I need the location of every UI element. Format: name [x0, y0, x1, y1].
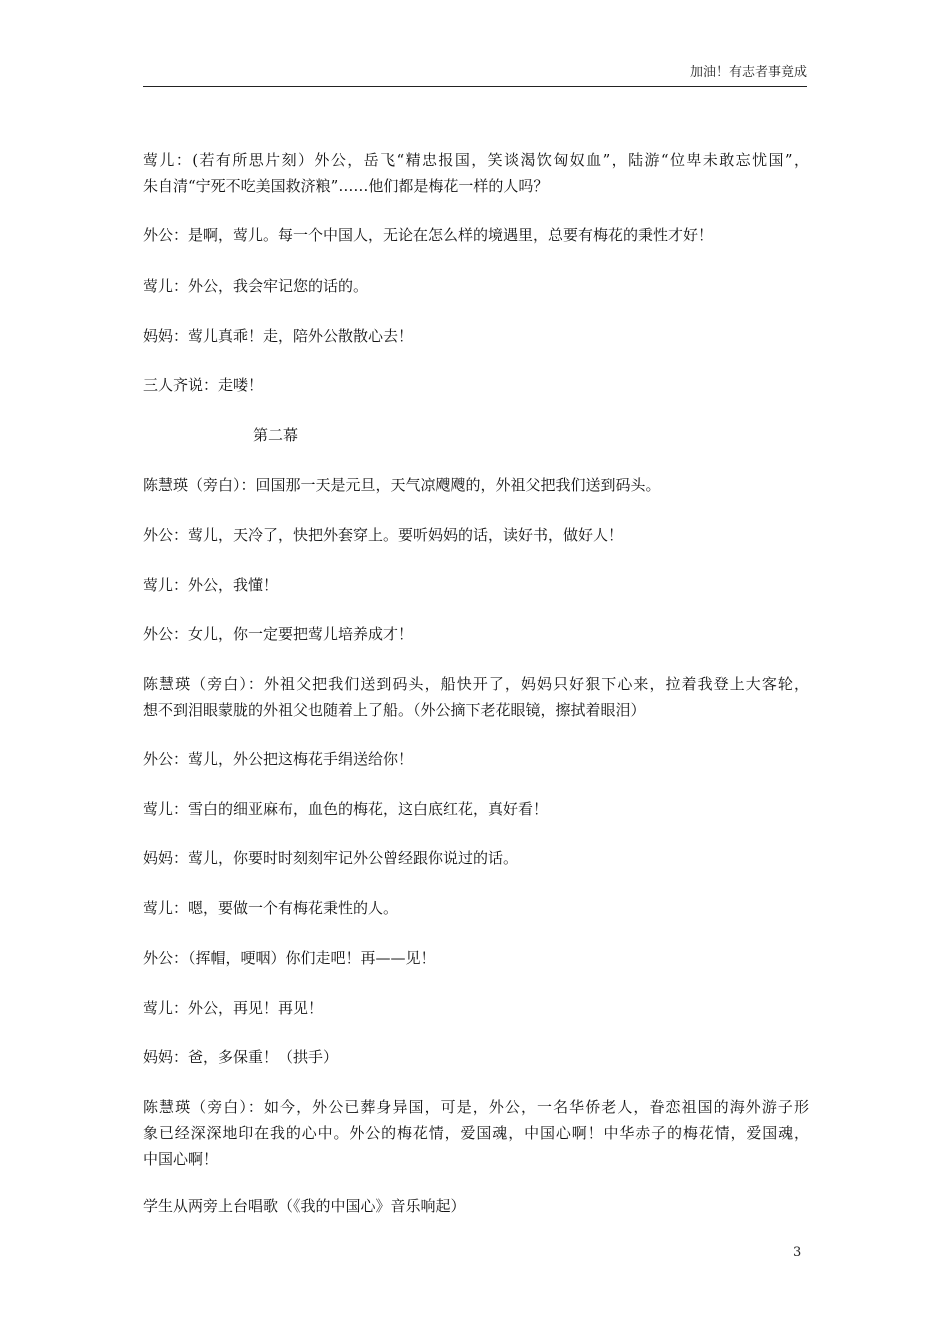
dialogue-paragraph-12: 莺儿：雪白的细亚麻布，血色的梅花，这白底红花，真好看！ [143, 800, 549, 818]
page-header [143, 62, 807, 87]
header-slogan: 加油！有志者事竟成 [689, 65, 807, 80]
narration-paragraph-3 [143, 1094, 809, 1172]
dialogue-paragraph-5: 三人齐说：走喽！ [143, 376, 264, 394]
dialogue-paragraph-4: 妈妈：莺儿真乖！走，陪外公散散心去！ [143, 327, 414, 345]
narration-paragraph-2 [143, 671, 809, 723]
narration-line: 象已经深深地印在我的心中。外公的梅花情，爱国魂，中国心啊！中华赤子的梅花情，爱国魂， [143, 1124, 809, 1142]
dialogue-paragraph-13: 妈妈：莺儿，你要时时刻刻牢记外公曾经跟你说过的话。 [143, 849, 519, 867]
dialogue-paragraph-14: 莺儿：嗯，要做一个有梅花秉性的人。 [143, 899, 399, 917]
page-number: 3 [793, 1245, 802, 1260]
dialogue-line: 朱自清“宁死不吃美国救济粮”……他们都是梅花一样的人吗？ [143, 177, 549, 195]
narration-line: 中国心啊！ [143, 1150, 219, 1168]
dialogue-paragraph-2: 外公：是啊，莺儿。每一个中国人，无论在怎么样的境遇里，总要有梅花的秉性才好！ [143, 226, 714, 244]
stage-direction: 学生从两旁上台唱歌（《我的中国心》音乐响起） [143, 1197, 466, 1215]
dialogue-paragraph-11: 外公：莺儿，外公把这梅花手绢送给你！ [143, 750, 414, 768]
narration-line: 陈慧瑛（旁白）：外祖父把我们送到码头，船快开了，妈妈只好狠下心来，拉着我登上大客轮， [143, 675, 809, 693]
dialogue-paragraph-8: 莺儿：外公，我懂！ [143, 576, 279, 594]
act-title: 第二幕 [253, 426, 299, 444]
dialogue-paragraph-7: 外公：莺儿，天冷了，快把外套穿上。要听妈妈的话，读好书，做好人！ [143, 526, 624, 544]
dialogue-paragraph-9: 外公：女儿，你一定要把莺儿培养成才！ [143, 625, 414, 643]
dialogue-paragraph-3: 莺儿：外公，我会牢记您的话的。 [143, 277, 369, 295]
dialogue-paragraph-1 [143, 147, 809, 199]
dialogue-paragraph-17: 妈妈：爸，多保重！（拱手） [143, 1048, 339, 1066]
narration-line: 想不到泪眼蒙胧的外祖父也随着上了船。（外公摘下老花眼镜，擦拭着眼泪） [143, 701, 646, 719]
dialogue-line: 莺儿：(若有所思片刻）外公，岳飞“精忠报国，笑谈渴饮匈奴血”，陆游“位卑未敢忘忧国”， [143, 151, 809, 169]
narration-paragraph-1: 陈慧瑛（旁白）：回国那一天是元旦，天气凉飕飕的，外祖父把我们送到码头。 [143, 476, 661, 494]
dialogue-paragraph-15: 外公：（挥帽，哽咽）你们走吧！再——见！ [143, 949, 436, 967]
dialogue-paragraph-16: 莺儿：外公，再见！再见！ [143, 999, 324, 1017]
narration-line: 陈慧瑛（旁白）：如今，外公已葬身异国，可是，外公，一名华侨老人，眷恋祖国的海外游子形 [143, 1098, 809, 1116]
